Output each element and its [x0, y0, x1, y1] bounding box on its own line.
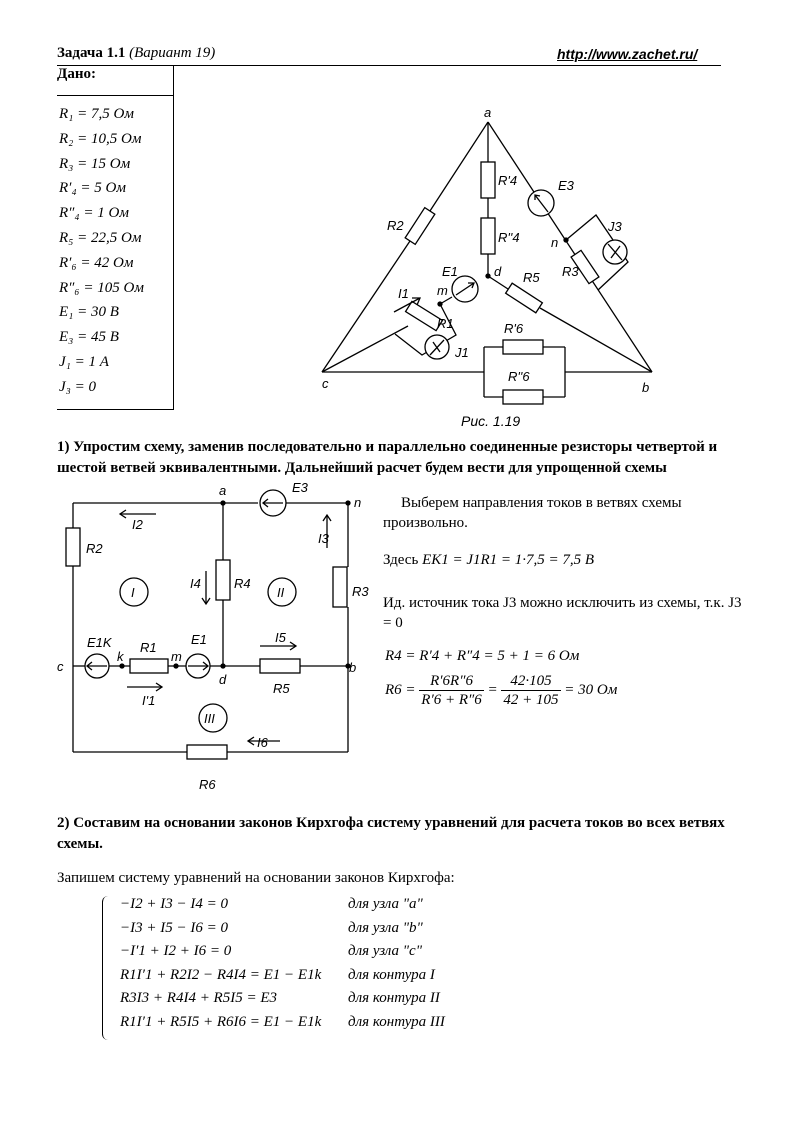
resistor-R2	[405, 208, 435, 245]
label-I3: I3	[318, 531, 329, 546]
given-list	[59, 104, 144, 402]
label-E1: E1	[442, 264, 458, 279]
given-item: R′₄ = 5 Ом	[59, 180, 126, 197]
equation: R1I′1 + R2I2 − R4I4 = E1 − E1k	[120, 966, 322, 983]
figure-caption: Рис. 1.19	[461, 413, 521, 429]
given-divider	[173, 66, 174, 96]
resistor-R5	[506, 283, 543, 313]
given-item: R₅ = 22,5 Ом	[59, 229, 142, 246]
equation: −I2 + I3 − I4 = 0	[120, 896, 228, 912]
label-R6p: R'6	[504, 321, 524, 336]
given-item: E₁ = 30 В	[59, 304, 119, 321]
given-item: R₂ = 10,5 Ом	[59, 130, 142, 147]
label-R6pp: R''6	[508, 369, 530, 384]
here-label: Здесь	[383, 552, 419, 568]
equation: R1I′1 + R5I5 + R6I6 = E1 − E1k	[120, 1013, 322, 1030]
equation-note: для узла "c"	[348, 943, 423, 960]
equation-brace	[102, 896, 109, 1040]
label-R5: R5	[273, 681, 290, 696]
r6-result: = 30 Ом	[564, 681, 618, 698]
node-m: m	[437, 283, 448, 298]
node-d: d	[219, 672, 227, 687]
j3-note: Ид. источник тока J3 можно исключить из схемы, т.к. J3 = 0	[383, 595, 742, 631]
r4-formula: R4 = R′4 + R″4 = 5 + 1 = 6 Ом	[385, 648, 580, 664]
label-loop-II: II	[277, 585, 285, 600]
label-R2: R2	[387, 218, 404, 233]
r6-fraction-symbolic	[419, 672, 483, 709]
circuit-diagram-original	[300, 100, 680, 435]
given-item: R′₆ = 42 Ом	[59, 254, 134, 271]
label-R4pp: R''4	[498, 230, 520, 245]
equation: −I′1 + I2 + I6 = 0	[120, 943, 232, 960]
direction-note: Выберем направления токов в ветвях схемы произвольно.	[383, 495, 682, 531]
resistor-R6p	[503, 340, 543, 354]
equation: R3I3 + R4I4 + R5I5 = E3	[120, 990, 278, 1007]
resistor-R1	[130, 659, 168, 673]
node-c: c	[322, 376, 329, 391]
node-c: c	[57, 659, 64, 674]
r6-num-symbolic: R′6R″6	[419, 672, 483, 691]
given-item: J₁ = 1 А	[59, 353, 109, 370]
equation-note: для контура III	[348, 1013, 445, 1030]
r6-den-numeric: 42 + 105	[503, 692, 559, 708]
node-k: k	[117, 649, 124, 664]
label-E3: E3	[292, 480, 308, 495]
label-R5: R5	[523, 270, 540, 285]
r6-formula: R6 = $\frac{R'6R''6}{R'6 + R''6}$ = $\frac{42\cdot 105}{42 + 105}$ = 30 Ом	[385, 673, 618, 708]
given-item: R″₄ = 1 Ом	[59, 205, 129, 222]
given-label: Дано:	[57, 66, 96, 82]
node-n: n	[551, 235, 559, 250]
label-I1p: I'1	[142, 693, 156, 708]
task-variant: (Вариант 19)	[129, 45, 216, 61]
node-a: a	[484, 105, 492, 120]
site-link[interactable]: http://www.zachet.ru/	[557, 46, 698, 62]
resistor-R3	[333, 567, 347, 607]
task-title	[57, 45, 215, 62]
equation: −I3 + I5 − I6 = 0	[120, 919, 228, 936]
label-I5: I5	[275, 630, 286, 645]
label-E1K: E1K	[87, 635, 112, 650]
label-R1: R1	[140, 640, 157, 655]
task-number: Задача 1.1	[57, 45, 126, 61]
resistor-R4	[216, 560, 230, 600]
equation-note: для контура I	[348, 966, 435, 983]
ek1-line	[383, 550, 594, 570]
label-R1: R1	[437, 316, 454, 331]
label-loop-I: I	[131, 585, 135, 600]
resistor-R5	[260, 659, 300, 673]
given-item: J₃ = 0	[59, 378, 96, 395]
equation-note: для узла "b"	[348, 919, 423, 936]
resistor-R6	[187, 745, 227, 759]
section2-heading: 2) Составим на основании законов Кирхгофа систему уравнений для расчета токов во всех ветвях схемы.	[57, 815, 725, 852]
label-R2: R2	[86, 541, 103, 556]
label-E1: E1	[191, 632, 207, 647]
equation-note: для контура II	[348, 990, 440, 1007]
r6-lhs: R6 =	[385, 681, 416, 698]
r6-den-symbolic: R′6 + R″6	[421, 692, 482, 708]
resistor-R2	[66, 528, 80, 566]
wire-ac-bottom	[322, 238, 412, 372]
equation-note: для узла "a"	[348, 896, 423, 912]
given-item: R″₆ = 105 Ом	[59, 279, 144, 296]
resistor-R4p	[481, 162, 495, 198]
given-item: E₃ = 45 В	[59, 329, 119, 346]
label-J1: J1	[455, 345, 469, 360]
label-R3: R3	[352, 584, 369, 599]
resistor-R6pp	[503, 390, 543, 404]
r6-num-numeric: 42·105	[501, 672, 560, 691]
node-b: b	[349, 660, 357, 675]
label-R4: R4	[234, 576, 251, 591]
label-I4: I4	[190, 576, 201, 591]
ek1-formula: EK1 = J1R1 = 1·7,5 = 7,5 В	[422, 552, 595, 568]
circuit-diagram-simplified	[50, 478, 370, 798]
label-I2: I2	[132, 517, 143, 532]
header-rule	[57, 65, 721, 66]
node-d: d	[494, 264, 502, 279]
given-item: R₁ = 7,5 Ом	[59, 106, 134, 122]
r6-fraction-numeric	[501, 672, 560, 709]
wire-ac-top	[428, 122, 488, 214]
label-E3: E3	[558, 178, 574, 193]
label-J3: J3	[608, 219, 622, 234]
node-b: b	[642, 380, 650, 395]
label-R6: R6	[199, 777, 216, 792]
label-I6: I6	[257, 735, 268, 750]
label-I1: I1	[398, 286, 409, 301]
resistor-R4pp	[481, 218, 495, 254]
label-R3: R3	[562, 264, 579, 279]
section2-intro: Запишем систему уравнений на основании законов Кирхгофа:	[57, 870, 455, 886]
node-a: a	[219, 483, 227, 498]
section1-heading: 1) Упростим схему, заменив последовательно и параллельно соединенные резисторы четвертой и шестой ветвей эквивалентными. Дальнейший расчет будем вести для упрощенной схемы	[57, 439, 718, 476]
node-n: n	[354, 495, 362, 510]
label-R4p: R'4	[498, 173, 518, 188]
label-loop-III: III	[204, 711, 215, 726]
node-m: m	[171, 649, 182, 664]
given-item: R₃ = 15 Ом	[59, 155, 131, 172]
